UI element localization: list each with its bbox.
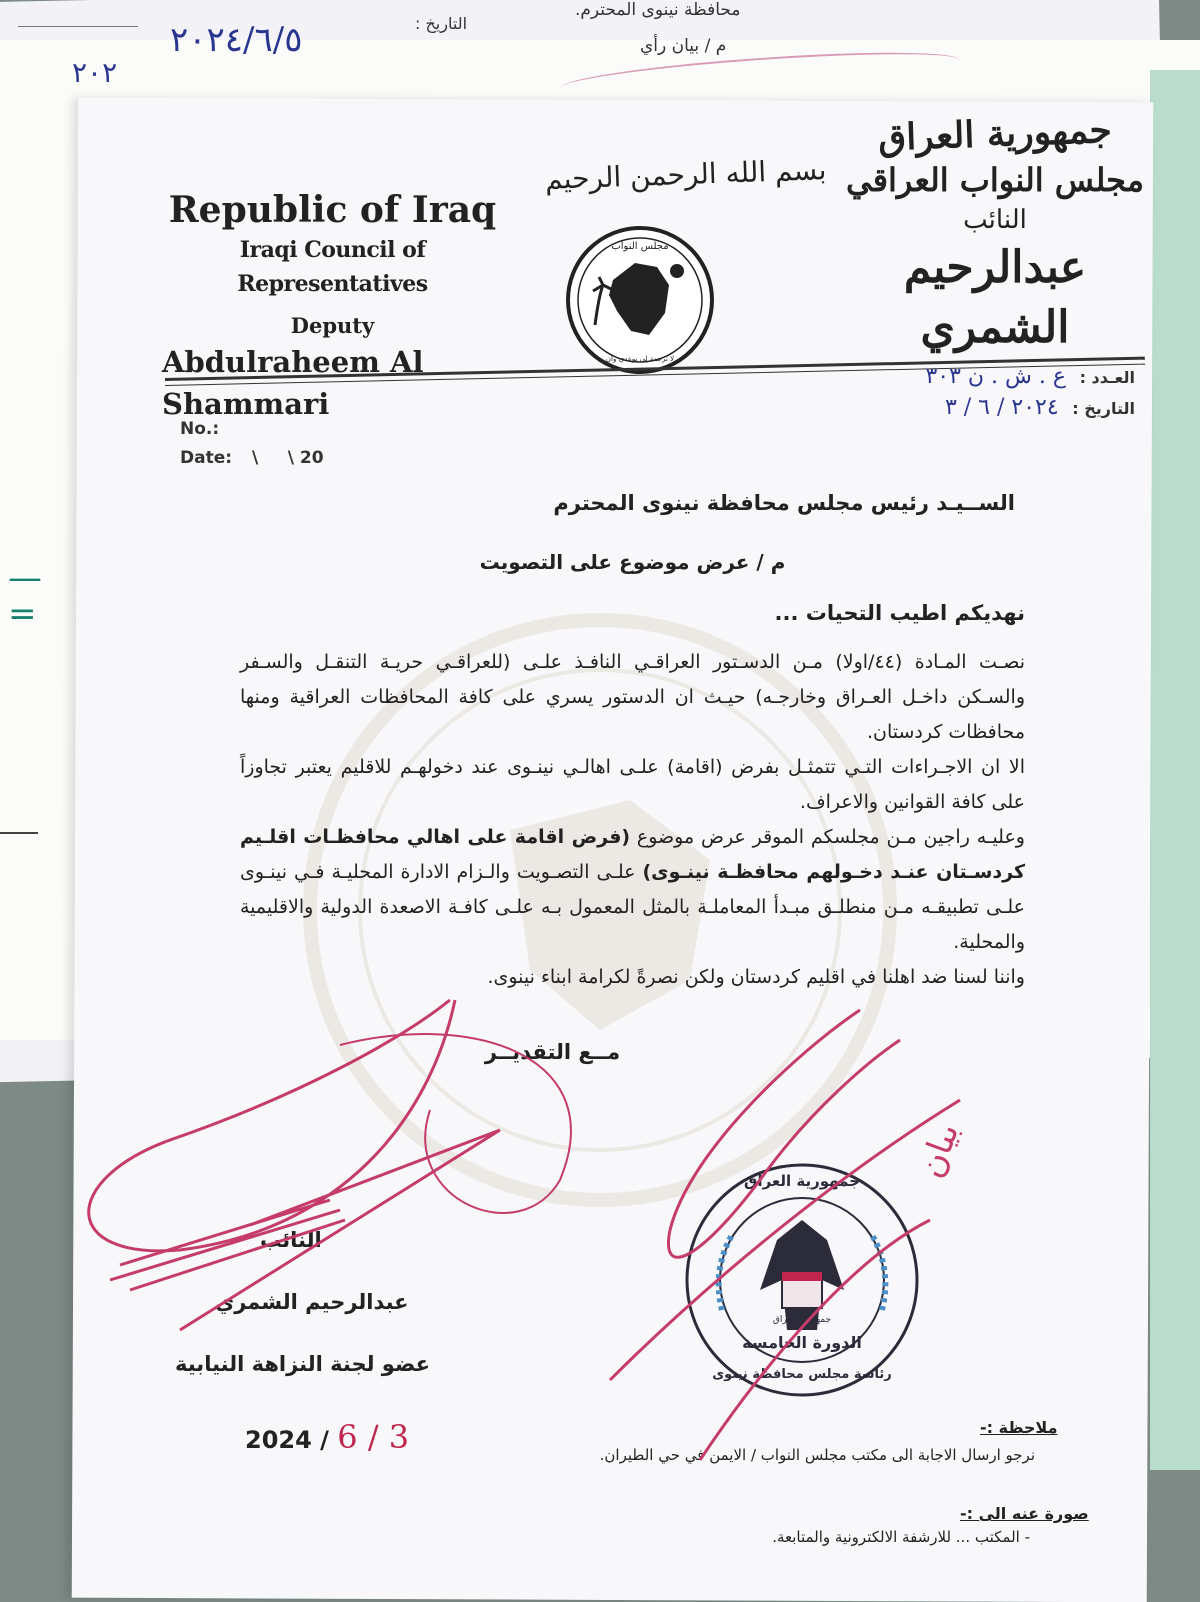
letterhead-english bbox=[162, 188, 500, 425]
signature-date-handwritten: 6 / 3 bbox=[337, 1418, 410, 1456]
country-name-ar: جمهورية العراق bbox=[877, 108, 1113, 160]
date-row-ar bbox=[870, 393, 1135, 424]
note-text: نرجو ارسال الاجابة الى مكتب مجلس النواب / الايمن في حي الطيران. bbox=[599, 1446, 1035, 1464]
greeting-line: نهديكم اطيب التحيات ... bbox=[774, 601, 1025, 625]
date-row-en bbox=[180, 444, 324, 473]
council-name-ar: مجلس النواب العراقي bbox=[846, 161, 1144, 199]
emblem-bottom-text: لا ترجمة لي بوعدي وأن bbox=[605, 355, 675, 363]
deputy-name-en: Abdulraheem Al Shammari bbox=[162, 345, 424, 421]
left-margin-marks: — = bbox=[8, 558, 42, 634]
official-stamp bbox=[682, 1160, 922, 1400]
letterhead-arabic bbox=[845, 110, 1145, 358]
subject-line: م / عرض موضوع على التصويت bbox=[479, 550, 786, 574]
number-label-en: No.: bbox=[180, 419, 220, 439]
date-value-en: \ \ 20 bbox=[251, 448, 324, 468]
request-tail: علـى التصـويت والـزام الادارة المحليـة فـي نينـوى علـى تطبيقـه مـن منطلـق مبـدأ المعاملـة بالمثل المعمول بـه علـى كافـة الاصعدة الدولية والاقليمية والمحلية. bbox=[240, 861, 1025, 953]
top-governor-line: محافظة نينوى المحترم. bbox=[575, 0, 741, 20]
pink-ink-stroke bbox=[559, 44, 960, 104]
signature-title: النائب bbox=[260, 1228, 322, 1252]
stamp-org-text: رئاسة مجلس محافظة نينوى bbox=[712, 1367, 892, 1382]
top-handwritten-date: ٢٠٢٤/٦/٥ bbox=[170, 20, 303, 60]
number-label-ar: العـدد : bbox=[1079, 368, 1135, 387]
paragraph-constitution: نصـت المـادة (٤٤/اولا) مـن الدسـتور العراقـي النافـذ علـى (للعراقـي حريـة التنقـل والسـفر والسـكن داخـل العـراق وخارجـه) حيـث ان الدستور يسري على كافة المحافظات العراقية ومنها محافظات كردستان. bbox=[240, 651, 1025, 743]
paragraph-closing: واننا لسنا ضد اهلنا في اقليم كردستان ولكن نصرةً لكرامة ابناء نينوى. bbox=[487, 966, 1025, 988]
cc-heading: صورة عنه الى :- bbox=[960, 1504, 1089, 1523]
request-bold: (فرض اقامة على اهالي محافظـات اقلـيم كردسـتان عنـد دخـولهم محافظـة نينـوى) bbox=[240, 826, 1025, 883]
letter-body bbox=[240, 485, 1025, 1064]
country-name-en: Republic of Iraq bbox=[168, 189, 497, 231]
top-handwritten-fragment: ٢٠٢ bbox=[72, 56, 118, 89]
note-heading: ملاحظة :- bbox=[980, 1418, 1058, 1437]
top-rule bbox=[18, 26, 138, 27]
signature-date-printed: 2024 / bbox=[245, 1426, 329, 1454]
paragraph-residence: الا ان الاجـراءات التـي تتمثـل بفرض (اقامة) علـى اهالـي نينـوى عند دخولهـم للاقليم يعتبر تجاوزاً على كافة القوانين والاعراف. bbox=[240, 756, 1025, 813]
stamp-top-text: جمهورية العراق bbox=[744, 1172, 860, 1190]
deputy-title-ar: النائب bbox=[963, 205, 1027, 235]
deputy-title-en: Deputy bbox=[290, 313, 375, 338]
side-rule bbox=[0, 832, 38, 834]
stamp-inner-text: جمهورية العراق bbox=[772, 1315, 832, 1325]
stamp-session-text: الدورة الخامسة bbox=[742, 1333, 862, 1352]
body-paragraphs bbox=[240, 645, 1025, 995]
emblem-top-text: مجلس النواب bbox=[611, 241, 669, 252]
top-note-header bbox=[0, 0, 1200, 110]
recipient-line: الســيـد رئيس مجلس محافظة نينوى المحترم bbox=[553, 491, 1015, 515]
council-emblem-logo bbox=[565, 225, 715, 375]
signature-position: عضو لجنة النزاهة النيابية bbox=[175, 1352, 430, 1376]
top-subject-line: م / بيان رأي bbox=[640, 36, 727, 56]
cc-text: - المكتب ... للارشفة الالكترونية والمتابعة. bbox=[772, 1528, 1030, 1546]
deputy-name-ar: عبدالرحيم الشمري bbox=[903, 242, 1087, 353]
signature-name: عبدالرحيم الشمري bbox=[215, 1290, 409, 1314]
date-label-ar: التاريخ : bbox=[1072, 399, 1135, 418]
pink-handwritten-note: بيان bbox=[910, 1117, 968, 1184]
signature-date bbox=[245, 1418, 409, 1456]
reference-english bbox=[180, 415, 324, 473]
top-date-label: التاريخ : bbox=[415, 14, 468, 33]
number-row-ar bbox=[870, 362, 1135, 393]
basmala-calligraphy: بسم الله الرحمن الرحيم bbox=[544, 153, 827, 196]
council-name-en: Iraqi Council of Representatives bbox=[237, 237, 428, 297]
paragraph-request bbox=[240, 820, 1025, 960]
date-label-en: Date: bbox=[180, 448, 233, 468]
request-lead: وعليـه راجين مـن مجلسكم الموقر عرض موضوع bbox=[630, 826, 1025, 848]
green-folder-edge bbox=[1150, 70, 1200, 1470]
date-value-ar: ٢٠٢٤ / ٦ / ٣ bbox=[944, 395, 1059, 420]
regards-line: مــع التقديــر bbox=[484, 1040, 621, 1064]
number-value-ar: ع . ش . ن ٣٠٣ bbox=[925, 364, 1066, 389]
reference-arabic bbox=[870, 362, 1135, 424]
